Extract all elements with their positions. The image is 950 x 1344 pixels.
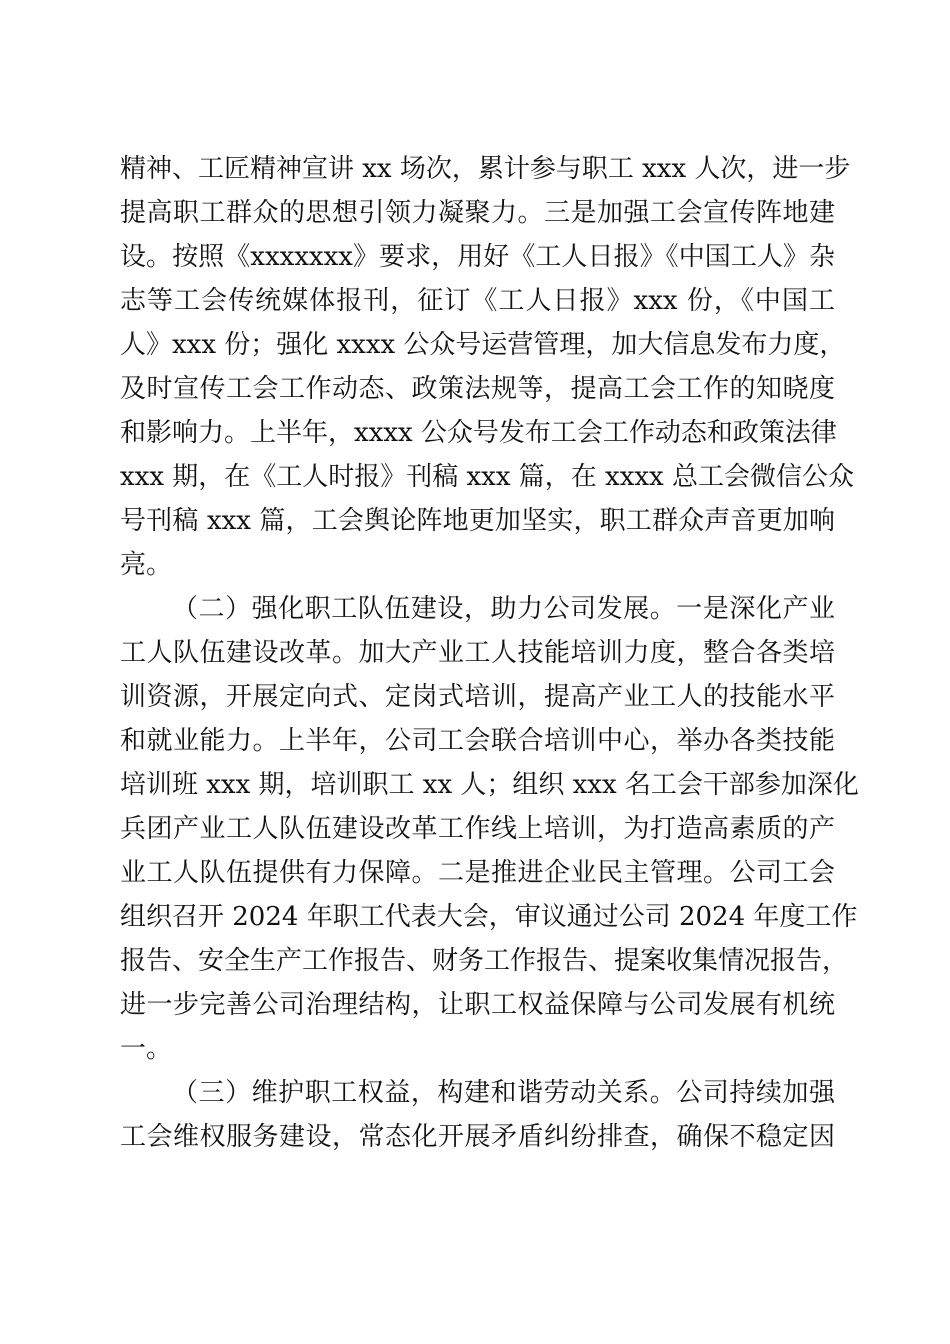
para2-line1: （二）强化职工队伍建设，助力公司发展。一是深化产业 (172, 594, 835, 624)
para2-line2: 工人队伍建设改革。加大产业工人技能培训力度，整合各类培 (120, 638, 835, 668)
para1-line7: 和影响力。上半年，xxxx 公众号发布工会工作动态和政策法律 (120, 418, 837, 448)
para1-line6: 及时宣传工会工作动态、政策法规等，提高工会工作的知晓度 (120, 374, 835, 404)
para2-line3: 训资源，开展定向式、定岗式培训，提高产业工人的技能水平 (120, 682, 835, 712)
para1-line5: 人》xxx 份；强化 xxxx 公众号运营管理，加大信息发布力度， (120, 330, 846, 360)
para2-line8: 组织召开 2024 年职工代表大会，审议通过公司 2024 年度工作 (120, 902, 858, 932)
para1-line3: 设。按照《xxxxxxx》要求，用好《工人日报》《中国工人》杂 (120, 242, 835, 272)
para2-line10: 进一步完善公司治理结构，让职工权益保障与公司发展有机统 (120, 990, 835, 1020)
para1-line1: 精神、工匠精神宣讲 xx 场次，累计参与职工 xxx 人次，进一步 (120, 154, 851, 184)
para1-line9: 号刊稿 xxx 篇，工会舆论阵地更加坚实，职工群众声音更加响 (120, 506, 835, 536)
para3-line1: （三）维护职工权益，构建和谐劳动关系。公司持续加强 (172, 1078, 835, 1108)
para2-line9: 报告、安全生产工作报告、财务工作报告、提案收集情况报告， (120, 946, 849, 976)
para2-line6: 兵团产业工人队伍建设改革工作线上培训，为打造高素质的产 (120, 814, 835, 844)
para3-line2: 工会维权服务建设，常态化开展矛盾纠纷排查，确保不稳定因 (120, 1122, 835, 1152)
para1-line4: 志等工会传统媒体报刊，征订《工人日报》xxx 份，《中国工 (120, 286, 835, 316)
para2-line11: 一。 (120, 1034, 173, 1064)
para1-line8: xxx 期，在《工人时报》刊稿 xxx 篇，在 xxxx 总工会微信公众 (120, 462, 854, 492)
para1-line2: 提高职工群众的思想引领力凝聚力。三是加强工会宣传阵地建 (120, 198, 835, 228)
para1-line10: 亮。 (120, 550, 173, 580)
para2-line5: 培训班 xxx 期，培训职工 xx 人；组织 xxx 名工会干部参加深化 (120, 770, 859, 800)
para2-line4: 和就业能力。上半年，公司工会联合培训中心，举办各类技能 (120, 726, 835, 756)
para2-line7: 业工人队伍提供有力保障。二是推进企业民主管理。公司工会 (120, 858, 835, 888)
